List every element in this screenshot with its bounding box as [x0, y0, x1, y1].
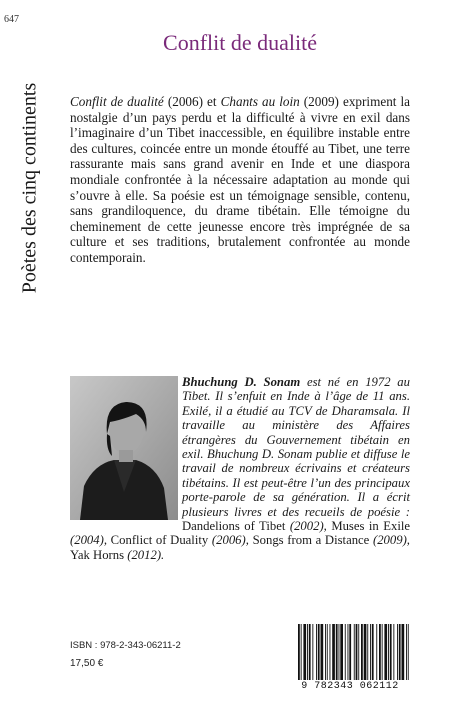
barcode-digits: 9 782343 062112	[301, 681, 399, 692]
barcode-bar	[379, 624, 381, 680]
work-title-1: Dandelions of Tibet	[182, 519, 290, 534]
work-title-3: Conflict of Duality	[110, 533, 212, 548]
series-title-text: Poètes des cinq continents	[18, 82, 41, 294]
barcode-bar	[388, 624, 389, 680]
barcode-bar	[364, 624, 367, 680]
barcode-bar	[309, 624, 311, 680]
barcode-bar	[393, 624, 394, 680]
barcode-bar	[318, 624, 320, 680]
work-title-5: Yak Horns	[70, 547, 128, 562]
work-title-2: Muses in Exile	[331, 519, 411, 534]
work-year-3: (2006),	[211, 533, 253, 548]
barcode-bar	[408, 624, 409, 680]
price: 17,50 €	[70, 658, 104, 669]
barcode-bar	[298, 624, 300, 680]
barcode-bar	[321, 624, 324, 680]
blurb-book-title-2: Chants au loin	[220, 94, 300, 109]
barcode-bar	[406, 624, 407, 680]
barcode-bar	[376, 624, 377, 680]
work-year-2: (2004),	[70, 533, 111, 548]
barcode-bar	[382, 624, 383, 680]
barcode-bar	[348, 624, 349, 680]
barcode-bar	[399, 624, 401, 680]
work-title-4: Songs from a Distance	[252, 533, 373, 548]
barcode-bar	[397, 624, 398, 680]
work-year-5: (2012).	[127, 547, 165, 562]
barcode-bar	[354, 624, 355, 680]
barcode	[296, 624, 412, 680]
barcode-bar	[361, 624, 363, 680]
back-cover-blurb	[70, 94, 410, 266]
work-year-1: (2002),	[289, 519, 332, 534]
barcode-bar	[367, 624, 368, 680]
barcode-bar	[356, 624, 358, 680]
barcode-bar	[316, 624, 317, 680]
barcode-bar	[301, 624, 302, 680]
author-biography	[70, 375, 410, 562]
isbn: ISBN : 978-2-343-06211-2	[70, 640, 181, 651]
collection-number: 647	[4, 14, 19, 25]
barcode-bar	[336, 624, 338, 680]
barcode-bar	[332, 624, 335, 680]
photo-spacer	[70, 375, 182, 523]
blurb-text-1: (2006) et	[163, 94, 221, 109]
barcode-bar	[340, 624, 343, 680]
barcode-bar	[312, 624, 313, 680]
work-year-4: (2009),	[372, 533, 410, 548]
barcode-bar	[370, 624, 371, 680]
barcode-bar	[384, 624, 387, 680]
barcode-bar	[345, 624, 346, 680]
book-title: Conflit de dualité	[163, 30, 317, 55]
blurb-book-title-1: Conflit de dualité	[70, 94, 164, 109]
barcode-bar	[349, 624, 351, 680]
barcode-bar	[303, 624, 306, 680]
barcode-bar	[390, 624, 392, 680]
barcode-bar	[327, 624, 328, 680]
bio-text: est né en 1972 au Tibet. Il s’enfuit en Inde à l’âge de 11 ans. Exilé, il a étudié au TCV de Dharamsala. Il travaille au ministère des Affaires étrangères du Gouvernement tibétain en exil. Bhuchung D. Sonam publie et diffuse le travail de nombreux écrivains et créateurs tibétains. Il est peut-être l’un des principaux porte-parole de sa génération. Il a écrit plusieurs livres et des recueils de poésie :	[182, 375, 410, 519]
blurb-text-2: (2009) expriment la nostalgie d’un pays perdu et la difficulté à vivre en exil dans l’imaginaire d’un Tibet inaccessible, en équilibre instable entre des cultures, coincée entre un monde étouffé au Tibet, une terre rassurante mais sans grand avenir en Inde et une diaspora mondiale confrontée à la nécessaire adaptation au monde qui s’ouvre à elle. Sa poésie est un témoignage sensible, contenu, sans grandiloquence, du drame tibétain. Elle témoigne du cheminement de cette jeunesse encore très imprégnée de sa culture et ses traditions, brutalement confrontée au monde contemporain.	[70, 94, 411, 265]
series-title	[20, 48, 40, 328]
barcode-bar	[330, 624, 331, 680]
barcode-bar	[358, 624, 359, 680]
barcode-bar	[372, 624, 374, 680]
author-name: Bhuchung D. Sonam	[182, 375, 301, 389]
barcode-bar	[325, 624, 326, 680]
blurb-paragraph	[70, 94, 410, 266]
barcode-bar	[339, 624, 340, 680]
barcode-bar	[307, 624, 308, 680]
barcode-bar	[402, 624, 405, 680]
